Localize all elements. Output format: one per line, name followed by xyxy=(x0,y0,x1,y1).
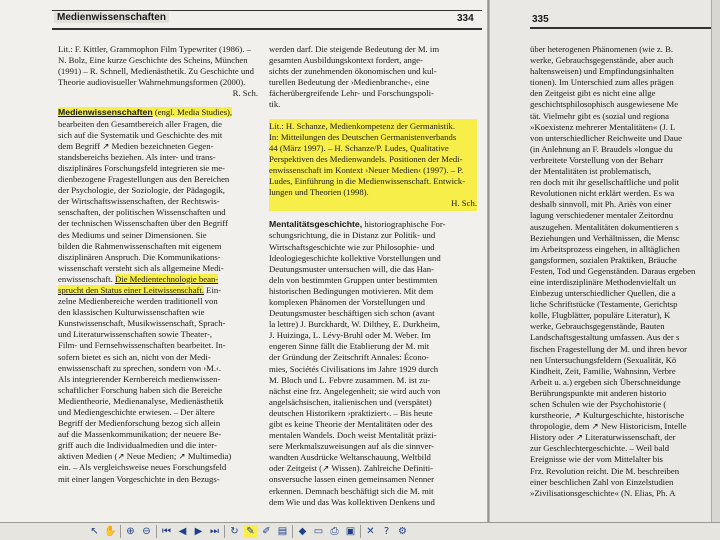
text-line: Einbezug unterschiedlicher Quellen, die a xyxy=(530,288,676,299)
text-line: liche Schriftstücke (Testamente, Gerichtsp xyxy=(530,299,678,310)
text-line: gibt es keine Theorie der Mentalitäten oder des xyxy=(269,419,433,429)
highlight-fragment: Die Medientechnologie bean- xyxy=(114,273,219,284)
text-line: Wirtschaftsgeschichte wie zur Philosophie- und xyxy=(269,241,435,252)
text-line: erkennen. Demnach beschäftigt sich die M. mit xyxy=(269,485,434,496)
text-line: schungsrichtung, die in Distanz zur Politik- und xyxy=(269,230,436,241)
text-line: deutschen Historikern ›praktiziert‹. – Bis heute xyxy=(269,407,433,418)
text-line: deln von bestimmten Gruppen unter bestimmten xyxy=(269,274,438,285)
previous-page-icon[interactable]: ◀ xyxy=(178,526,187,537)
text-line: »Koexistenz mehrerer Mentalitäten« (J. L xyxy=(530,121,676,132)
text-line: sichts der zunehmenden ökonomischen und kul- xyxy=(269,66,437,77)
next-page-icon[interactable]: ▶ xyxy=(194,526,203,537)
text-line: der Psychologie, der Soziologie, der Pädagogik, xyxy=(58,185,225,196)
toolbar-separator xyxy=(360,525,361,538)
text-line: Ereignisse wie der vom Mittelalter bis xyxy=(530,454,663,465)
text-line: wandten Ausdrücke Weltanschauung, Weltbild xyxy=(269,452,431,463)
text-line: nen Untersuchungsfeldern (Sexualität, Kö xyxy=(530,354,677,365)
lit-line: 44 (März 1997). – H. Schanze/P. Ludes, Qualitative xyxy=(269,142,449,153)
text-line: Frz. Revolution reicht. Die M. beschreiben xyxy=(530,465,680,476)
toolbar-separator xyxy=(224,525,225,538)
text-line: turellen Bedeutung der ›Medienbranche‹, eine xyxy=(269,77,430,88)
text-line: M. Bloch und L. Febvre zusammen. M. ist zu- xyxy=(269,374,431,385)
text-line: fischen Fragestellung der M. und ihren bevor xyxy=(530,343,688,354)
text-line: Beziehungen und Verhältnissen, die Mensc xyxy=(530,232,680,243)
pen-icon[interactable]: ✐ xyxy=(262,526,271,537)
text-line: Film- und Fernsehwissenschaften bearbeitet. In- xyxy=(58,340,226,351)
text-line: sere Merkmalszuweisungen auf als die sinnver- xyxy=(269,441,435,452)
text-line: der technischen Wissenschaften über den Begriff xyxy=(58,218,228,229)
column-left xyxy=(58,44,258,485)
text-line: geschichtsphilosophisch ausgewiesene Me xyxy=(530,99,679,110)
rotate-icon[interactable]: ↻ xyxy=(230,526,239,537)
text-line: (in Anlehnung an F. Braudels »longue du xyxy=(530,143,673,154)
text-line: Deutungsmuster untersuchen will, die das Han- xyxy=(269,263,435,274)
text-line: gesamten Ausbildungskontext fordert, ange- xyxy=(269,55,423,66)
text-line: dienbezogene Fragestellungen aus den Bereichen xyxy=(58,174,230,185)
author-signature: R. Sch. xyxy=(232,88,258,99)
text-line: engeren Sinne fällt die Etablierung der M. mit xyxy=(269,341,430,352)
text-line: dem Wie und das Was kollektiven Denkens und xyxy=(269,496,435,507)
help-icon[interactable]: ? xyxy=(383,526,390,537)
running-head: Medienwissenschaften xyxy=(54,12,169,23)
note-icon[interactable]: ▤ xyxy=(277,526,288,537)
text-line: angelsächsischen, italienischen und (verspätet) xyxy=(269,396,432,407)
lit-line: Lit.: H. Schanze, Medienkompetenz der Germanistik. xyxy=(269,120,456,131)
text-line: der Mentalitäten ist problematisch, xyxy=(530,166,652,177)
text-line: Medientheorie, Medienanalyse, Medienästhetik xyxy=(58,395,224,406)
toolbar-separator xyxy=(120,525,121,538)
text-line: nächst eine frz. Angelegenheit; sie wird auch von xyxy=(269,385,441,396)
header-rule xyxy=(530,27,720,29)
text-line: bearbeiten den Gesamtbereich aller Fragen, die xyxy=(58,118,223,129)
text-line: schen Schulen wie der Psychohistorie ( xyxy=(530,399,667,409)
entry-term-gloss: (engl. Media Studies), xyxy=(152,107,233,118)
text-line: griff auch die Individualmedien und die inter- xyxy=(58,440,217,451)
bottom-toolbar xyxy=(0,522,720,540)
text-line: über heterogenen Phänomenen (wie z. B. xyxy=(530,44,674,54)
text-line: Begriff der Medienforschung bezog sich allein xyxy=(58,418,221,429)
text-line: Revolutionen nicht erklärt werden. Es wa xyxy=(530,188,675,199)
last-page-icon[interactable]: ⏭ xyxy=(210,526,219,537)
entry-term: Mentalitätsgeschichte, xyxy=(269,219,363,230)
text-line: des Mediums und seiner Dimensionen. Sie xyxy=(58,229,207,240)
highlight-icon[interactable]: ✎ xyxy=(244,525,257,538)
text-line: einer beschlichen Zahl von Einzelstudien xyxy=(530,476,674,487)
text-line: mentalen Wandels. Doch weist Mentalität präzi- xyxy=(269,430,437,441)
text-line: Deutungsmuster beschäftigen sich schon (avant xyxy=(269,308,435,319)
text-line: den klassischen Kulturwissenschaften wie xyxy=(58,307,205,318)
hand-tool-icon[interactable]: ✋ xyxy=(104,526,117,537)
save-icon[interactable]: ▣ xyxy=(345,526,356,537)
text-line: Landschaftsgestaltung umfassen. Aus der s xyxy=(530,332,680,343)
text-line: und Mediengeschichte erwiesen. – Der ältere xyxy=(58,407,215,417)
text-line: onsversuche lassen einen gemeinsamen Nenner xyxy=(269,474,435,485)
text-line: tät. Vielmehr gibt es (sozial und regiona xyxy=(530,110,670,121)
text-line: mit einer langen Vorgeschichte in den Bezugs- xyxy=(58,473,220,484)
text-line: disziplinären Anspruch. Die Kommunikations- xyxy=(58,251,221,262)
text-line: Arbeit u. a.) ergeben sich Überschneidunge xyxy=(530,376,681,387)
text-line: verbreitete Vorstellung von der Beharr xyxy=(530,154,664,165)
zoom-out-icon[interactable]: ⊖ xyxy=(142,526,151,537)
lit-line: Theorie audiovisueller Wahrnehmungsformen (2000). xyxy=(58,77,246,88)
lit-line: Lit.: F. Kittler, Grammophon Film Typewriter (1986). – xyxy=(58,44,251,54)
lit-line: In: Mitteilungen des Deutschen Germanistenverbands xyxy=(269,131,457,142)
text-line: komplexen Phänomen der Vorstellungen und xyxy=(269,296,426,307)
text-line: enwissenschaft zu sprechen, sondern von ›M.‹. xyxy=(58,362,222,373)
text-line: bilden die Rahmenwissenschaften mit eigenem xyxy=(58,240,222,251)
highlight-fragment: sprucht den Status einer Leitwissenschaft. xyxy=(58,284,204,295)
text-line: oder Zeitgeist (↗ Wissen). Zahlreiche Definiti- xyxy=(269,463,434,474)
text-line: Berührungspunkte mit anderen historio xyxy=(530,387,667,398)
entry-term-gloss: historiographische For- xyxy=(362,219,446,230)
text-line: ein. – Als vergleichsweise neues Forschungsfeld xyxy=(58,462,227,473)
highlighted-literature-block xyxy=(269,119,477,212)
text-line: werden darf. Die steigende Bedeutung der M. im xyxy=(269,44,440,54)
text-line: zur Geschlechtergeschichte. – Weil bald xyxy=(530,443,670,454)
text-line: von unterschiedlicher Reichweite und Daue xyxy=(530,132,682,143)
text-line: eine interdisziplinäre Methodenvielfalt un xyxy=(530,276,676,287)
page-header xyxy=(52,10,482,30)
text-line: standsbereichs beziehen. Als inter- und trans- xyxy=(58,151,216,162)
text-line: deshalb sinnvoll, mit Ph. Ariès von einer xyxy=(530,199,672,210)
text-line: »Zivilisationsgeschichte« (N. Elias, Ph. A xyxy=(530,487,676,498)
text-line: mies, Sociétés Civilisations im Jahre 1929 durch xyxy=(269,363,439,374)
toolbar-separator xyxy=(156,525,157,538)
text-line: dem Begriff ↗ Medien bezeichneten Gegen- xyxy=(58,140,214,151)
page-number-right: 335 xyxy=(532,14,549,25)
text-line: der Wirtschaftswissenschaften, der Rechtswis- xyxy=(58,196,220,207)
right-page xyxy=(490,0,720,522)
text-line: disziplinäres Forschungsfeld integrieren sie me- xyxy=(58,162,225,173)
settings-icon[interactable]: ⚙ xyxy=(398,526,407,537)
text-line: tionen). Im Unterschied zum alles prägen xyxy=(530,77,674,88)
text-line: Kindheit, Zeit, Familie, Wahnsinn, Verbre xyxy=(530,365,676,376)
first-page-icon[interactable]: ⏮ xyxy=(162,526,171,537)
text-line: wissenschaft versteht sich als allgemeine Medi- xyxy=(58,262,224,273)
text-line: History oder ↗ Literaturwissenschaft, der xyxy=(530,432,676,443)
page-number-left: 334 xyxy=(457,13,474,24)
text-line: der Gründung der Zeitschrift Annales: Écono- xyxy=(269,352,429,363)
entry-term: Medienwissenschaften xyxy=(58,107,153,118)
text-fragment: enwissenschaft. xyxy=(58,273,115,284)
text-line: J. Huizinga, L. Lévy-Bruhl oder M. Weber. Im xyxy=(269,330,431,341)
lit-line: enwissenschaft im Kontext ›Neuer Medien‹ (1997). – P. xyxy=(269,164,464,175)
text-line: sofern bietet es sich an, nicht von der Medi- xyxy=(58,351,211,362)
text-fragment: Ein- xyxy=(203,284,222,295)
zoom-in-icon[interactable]: ⊕ xyxy=(126,526,135,537)
toolbar-separator xyxy=(292,525,293,538)
text-line: ren doch mit ihr gesellschaftliche und polit xyxy=(530,177,680,188)
print-icon[interactable]: ⎙ xyxy=(330,526,339,537)
lit-line: (1991) – R. Schnell, Medienästhetik. Zu Geschichte und xyxy=(58,66,254,77)
lit-line: N. Bolz, Eine kurze Geschichte des Scheins, München xyxy=(58,55,248,66)
eraser-icon[interactable]: ▭ xyxy=(313,526,324,537)
vertical-scrollbar[interactable] xyxy=(711,0,720,522)
text-line: kolle, Flugblätter, populäre Literatur), K xyxy=(530,310,671,321)
entry-heading-line xyxy=(58,107,258,118)
text-line: den Zeitgeist gibt es nicht eine allge xyxy=(530,88,656,99)
text-line: im Arbeitsprozess eingehen, in alltäglichen xyxy=(530,243,680,254)
text-line: thropologie, dem ↗ New Historicism, Intelle xyxy=(530,421,687,432)
text-line: werke, Gebrauchsgegenstände, aber auch xyxy=(530,55,674,66)
lit-line: Perspektiven des Medienwandels. Positionen der Medi- xyxy=(269,153,463,164)
text-line: lagung verschiedener mentaler Zeitordnu xyxy=(530,210,674,221)
highlighted-line xyxy=(58,274,258,285)
text-line: tik. xyxy=(269,99,281,110)
column-right xyxy=(269,44,477,508)
text-line: historischen Bedingungen motivieren. Mit dem xyxy=(269,285,434,296)
lit-line: Ludes, Einführung in die Medienwissenschaft. Entwick- xyxy=(269,176,466,187)
lit-line: lungen und Theorien (1998). xyxy=(269,187,369,198)
text-line: kurstheorie, ↗ Kulturgeschichte, historische xyxy=(530,410,685,421)
text-line: haltensweisen) und Empfindungsinhalten xyxy=(530,66,674,77)
column-right-page xyxy=(530,44,720,499)
text-line: zelne Medienbereiche werden traditionell von xyxy=(58,296,218,307)
text-line: auszugehen. Mentalitäten dokumentieren s xyxy=(530,221,679,232)
text-line: gangsformen, sozialen Praktiken, Bräuche xyxy=(530,254,677,265)
text-line: Als integrierender Kernbereich medienwissen- xyxy=(58,373,221,384)
text-line: la lettre) J. Burckhardt, W. Dilthey, E. Durkheim, xyxy=(269,319,440,330)
select-tool-icon[interactable]: ↖ xyxy=(90,526,99,537)
author-signature: H. Sch. xyxy=(451,198,477,209)
text-line: aktiven Medien (↗ Neue Medien; ↗ Multimedia) xyxy=(58,451,232,462)
text-line: schaftlicher Forschung haben sich die Bereiche xyxy=(58,384,223,395)
text-line: und Literaturwissenschaften sowie Theater-, xyxy=(58,329,213,340)
text-line: Ideologiegeschichte kollektive Vorstellungen und xyxy=(269,252,441,263)
text-line: Kunstwissenschaft, Musikwissenschaft, Sprach- xyxy=(58,318,226,329)
text-line: Festen, Tod und Gegenständen. Daraus ergeben xyxy=(530,265,696,276)
text-line: auf die Massenkommunikation; der neuere Be- xyxy=(58,429,222,440)
highlighted-line xyxy=(58,285,258,296)
text-line: werke, Gebrauchsgegenstände, Bauten xyxy=(530,321,665,332)
stamp-icon[interactable]: ◆ xyxy=(298,526,307,537)
close-icon[interactable]: ✕ xyxy=(366,526,375,537)
text-line: fächerübergreifende Lehr- und Forschungspoli- xyxy=(269,88,434,99)
text-line: senschaften, der politischen Wissenschaften und xyxy=(58,207,226,218)
entry-heading-line xyxy=(269,219,477,230)
text-line: sich auf die Systematik und Geschichte des mit xyxy=(58,129,223,140)
